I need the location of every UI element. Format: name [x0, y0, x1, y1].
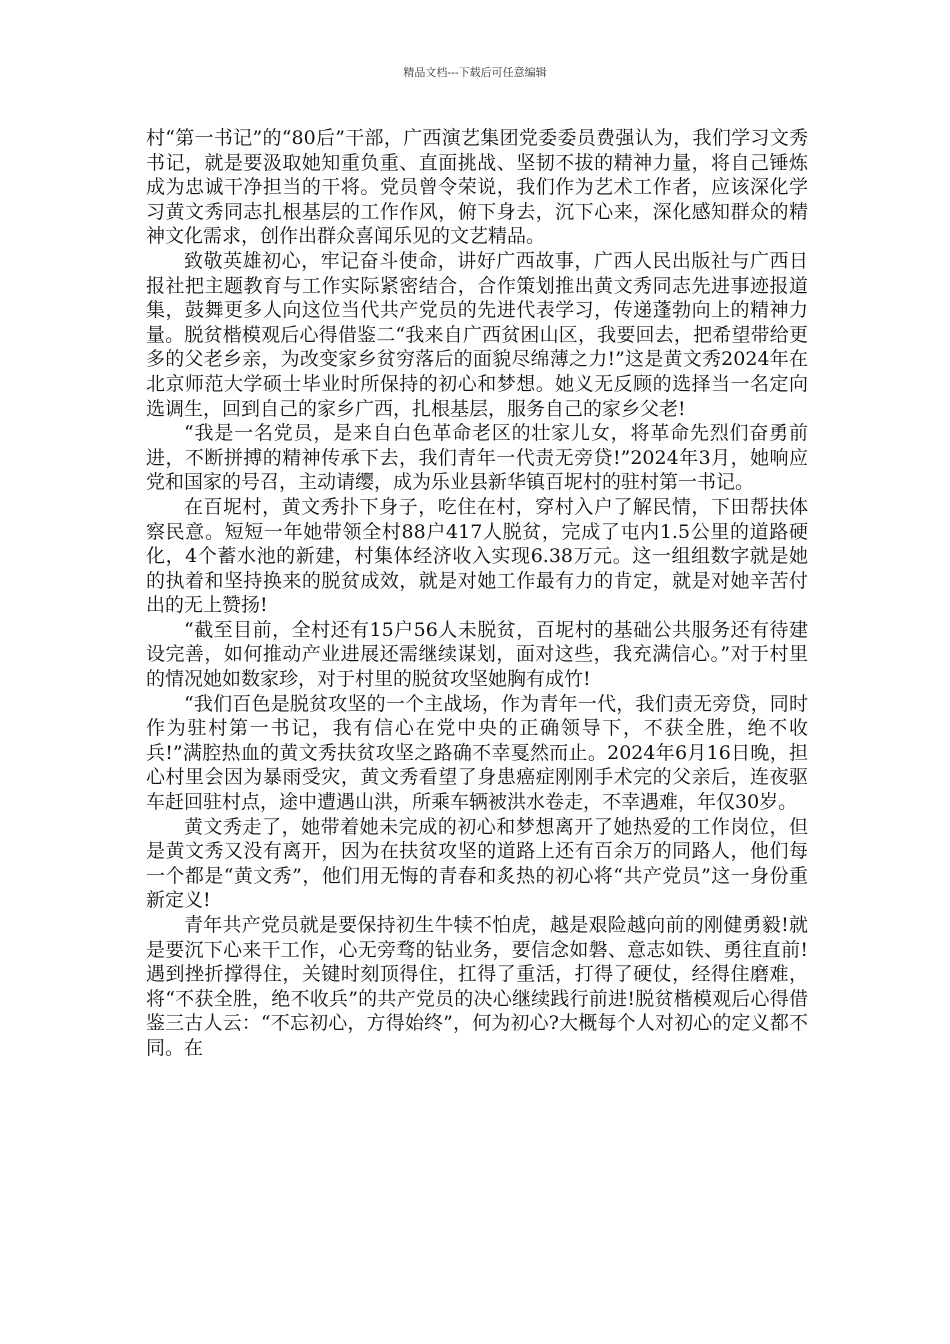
paragraph-8: 青年共产党员就是要保持初生牛犊不怕虎，越是艰险越向前的刚健勇毅!就是要沉下心来干工作，心无旁骛的钻业务，要信念如磐、意志如铁、勇往直前!遇到挫折撑得住，关键时刻顶得住，扛得了重活，打得了硬仗，经得住磨难，将“不获全胜，绝不收兵”的共产党员的决心继续践行前进!脱贫楷模观后心得借鉴三古人云：“不忘初心，方得始终”，何为初心?大概每个人对初心的定义都不同。在: [146, 914, 808, 1059]
document-body: [146, 126, 808, 1061]
paragraph-5: “截至目前，全村还有15户56人未脱贫，百坭村的基础公共服务还有待建设完善，如何推动产业进展还需继续谋划，面对这些，我充满信心。”对于村里的情况她如数家珍，对于村里的脱贫攻坚她胸有成竹!: [146, 618, 808, 691]
page-header: 精品文档---下载后可任意编辑: [403, 66, 547, 79]
paragraph-7: 黄文秀走了，她带着她未完成的初心和梦想离开了她热爱的工作岗位，但是黄文秀又没有离开，因为在扶贫攻坚的道路上还有百余万的同路人，他们每一个都是“黄文秀”，他们用无悔的青春和炙热的初心将“共产党员”这一身份重新定义!: [146, 815, 808, 912]
paragraph-4: 在百坭村，黄文秀扑下身子，吃住在村，穿村入户了解民情，下田帮扶体察民意。短短一年她带领全村88户417人脱贫，完成了屯内1.5公里的道路硬化，4个蓄水池的新建，村集体经济收入实现6.38万元。这一组组数字就是她的执着和坚持换来的脱贫成效，就是对她工作最有力的肯定，就是对她辛苦付出的无上赞扬!: [146, 495, 808, 617]
paragraph-6: “我们百色是脱贫攻坚的一个主战场，作为青年一代，我们责无旁贷，同时作为驻村第一书记，我有信心在党中央的正确领导下，不获全胜，绝不收兵!”满腔热血的黄文秀扶贫攻坚之路确不幸戛然而止。2024年6月16日晚，担心村里会因为暴雨受灾，黄文秀看望了身患癌症刚刚手术完的父亲后，连夜驱车赶回驻村点，途中遭遇山洪，所乘车辆被洪水卷走，不幸遇难，年仅30岁。: [146, 692, 808, 814]
paragraph-3: “我是一名党员，是来自白色革命老区的壮家儿女，将革命先烈们奋勇前进，不断拼搏的精神传承下去，我们青年一代责无旁贷!”2024年3月，她响应党和国家的号召，主动请缨，成为乐业县新华镇百坭村的驻村第一书记。: [146, 422, 808, 494]
paragraph-2: 致敬英雄初心，牢记奋斗使命，讲好广西故事，广西人民出版社与广西日报社把主题教育与工作实际紧密结合，合作策划推出黄文秀同志先进事迹报道集，鼓舞更多人向这位当代共产党员的先进代表学习，传递蓬勃向上的精神力量。脱贫楷模观后心得借鉴二“我来自广西贫困山区，我要回去，把希望带给更多的父老乡亲，为改变家乡贫穷落后的面貌尽绵薄之力!”这是黄文秀2024年在北京师范大学硕士毕业时所保持的初心和梦想。她义无反顾的选择当一名定向选调生，回到自己的家乡广西，扎根基层，服务自己的家乡父老!: [146, 249, 808, 420]
paragraph-1: 村“第一书记”的“80后”干部，广西演艺集团党委委员费强认为，我们学习文秀书记，就是要汲取她知重负重、直面挑战、坚韧不拔的精神力量，将自己锤炼成为忠诚干净担当的干将。党员曾令荣说，我们作为艺术工作者，应该深化学习黄文秀同志扎根基层的工作作风，俯下身去，沉下心来，深化感知群众的精神文化需求，创作出群众喜闻乐见的文艺精品。: [146, 127, 808, 248]
